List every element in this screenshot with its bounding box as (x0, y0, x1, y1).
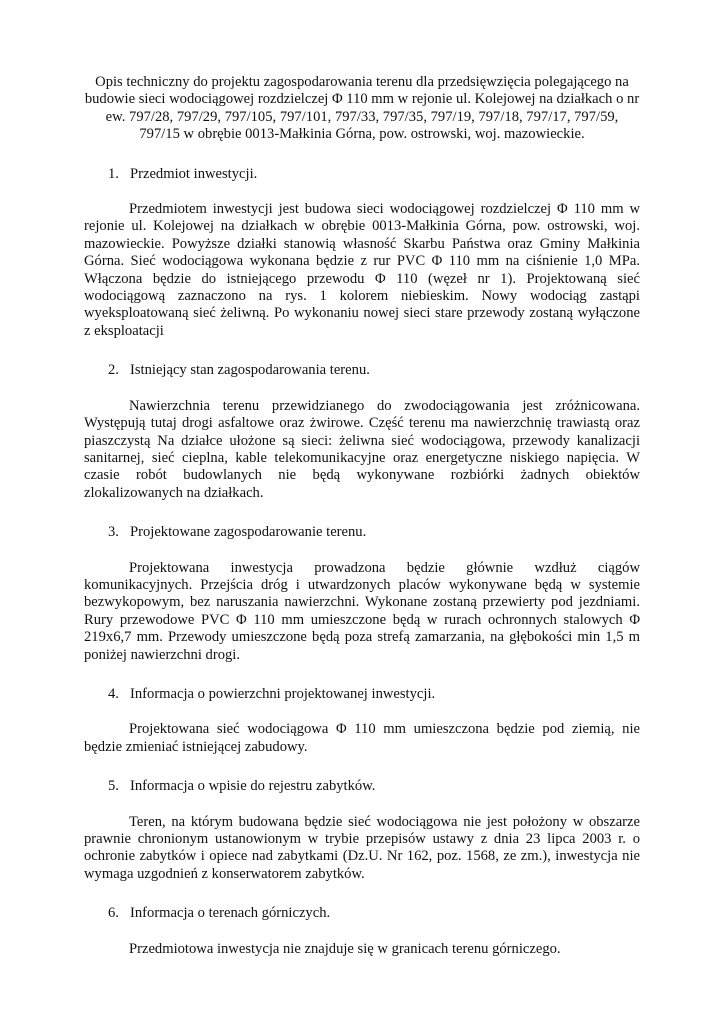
section-3 (84, 524, 640, 664)
section-title-2: Istniejący stan zagospodarowania terenu. (130, 362, 370, 379)
section-text-4: Projektowana sieć wodociągowa Φ 110 mm umieszczona będzie pod ziemią, nie będzie zmieniać istniejącej zabudowy. (84, 721, 640, 755)
section-title-4: Informacja o powierzchni projektowanej inwestycji. (130, 685, 436, 702)
section-text-2: Nawierzchnia terenu przewidzianego do zwodociągowania jest zróżnicowana. Występują tutaj drogi asfaltowe oraz żwirowe. Część terenu ma nawierzchnię trawiastą oraz piaszczystą Na działce ułożone są sieci: żeliwna sieć wodociągowa, przewody kanalizacji sanitarnej, sieć cieplna, kable telekomunikacyjne oraz energetyczne niskiego napięcia. W czasie robót budowlanych nie będą wykonywane rozbiórki żadnych obiektów zlokalizowanych na działkach. (84, 397, 640, 501)
section-text-1: Przedmiotem inwestycji jest budowa sieci wodociągowej rozdzielczej Φ 110 mm w rejonie ul. Kolejowej na działkach w obrębie 0013-Małkinia Górna, pow. ostrowski, woj. mazowieckie. Powyższe działki stanowią własność Skarbu Państwa oraz Gminy Małkinia Górna. Sieć wodociągowa wykonana będzie z rur PVC Φ 110 mm na ciśnienie 1,0 MPa. Włączona będzie do istniejącego przewodu Φ 110 (węzeł nr 1). Projektowaną sieć wodociągową zaznaczono na rys. 1 kolorem niebieskim. Nowy wodociąg zastąpi wyeksploatowaną sieć żeliwną. Po wykonaniu nowej sieci stare przewody zostaną wyłączone z eksploatacji (84, 201, 640, 339)
section-heading-3 (84, 524, 640, 541)
section-heading-2 (84, 362, 640, 379)
section-1 (84, 166, 640, 341)
section-title-5: Informacja o wpisie do rejestru zabytków. (130, 778, 376, 795)
section-2 (84, 362, 640, 502)
section-heading-1 (84, 166, 640, 183)
section-title-3: Projektowane zagospodarowanie terenu. (130, 524, 367, 541)
section-title-6: Informacja o terenach górniczych. (130, 905, 331, 922)
section-text-5: Teren, na którym budowana będzie sieć wodociągowa nie jest położony w obszarze prawnie chronionym ustanowionym w trybie przepisów ustawy z dnia 23 lipca 2003 r. o ochronie zabytków i opiece nad zabytkami (Dz.U. Nr 162, poz. 1568, ze zm.), inwestycja nie wymaga uzgodnień z konserwatorem zabytków. (84, 813, 640, 882)
section-4 (84, 686, 640, 756)
section-number-3: 3. (108, 524, 119, 541)
section-6 (84, 905, 640, 958)
section-heading-6 (84, 905, 640, 922)
document-title: Opis techniczny do projektu zagospodarowania terenu dla przedsięwzięcia polegającego na budowie sieci wodociągowej rozdzielczej Φ 110 mm w rejonie ul. Kolejowej na działkach o nr ew. 797/28, 797/29, 797/105, 797/101, 797/33, 797/35, 797/19, 797/18, 797/17, 797/59, 797/15 w obrębie 0013-Małkinia Górna, pow. ostrowski, woj. mazowieckie. (84, 74, 640, 143)
section-text-6: Przedmiotowa inwestycja nie znajduje się w granicach terenu górniczego. (129, 940, 561, 957)
section-number-4: 4. (108, 685, 119, 702)
document-page (84, 74, 640, 980)
section-title-1: Przedmiot inwestycji. (130, 165, 258, 182)
section-heading-5 (84, 778, 640, 795)
section-number-5: 5. (108, 778, 119, 795)
section-5 (84, 778, 640, 883)
section-text-3: Projektowana inwestycja prowadzona będzie głównie wzdłuż ciągów komunikacyjnych. Przejścia dróg i utwardzonych placów wykonywane będą w systemie bezwykopowym, bez naruszania nawierzchni. Wykonane zostaną przewierty pod jezdniami. Rury przewodowe PVC Φ 110 mm umieszczone będą w rurach ochronnych stalowych Φ 219x6,7 mm. Przewody umieszczone będą poza strefą zamarzania, na głębokości min 1,5 m poniżej nawierzchni drogi. (84, 559, 640, 663)
section-heading-4 (84, 686, 640, 703)
section-number-1: 1. (108, 165, 119, 182)
section-number-6: 6. (108, 905, 119, 922)
section-number-2: 2. (108, 362, 119, 379)
